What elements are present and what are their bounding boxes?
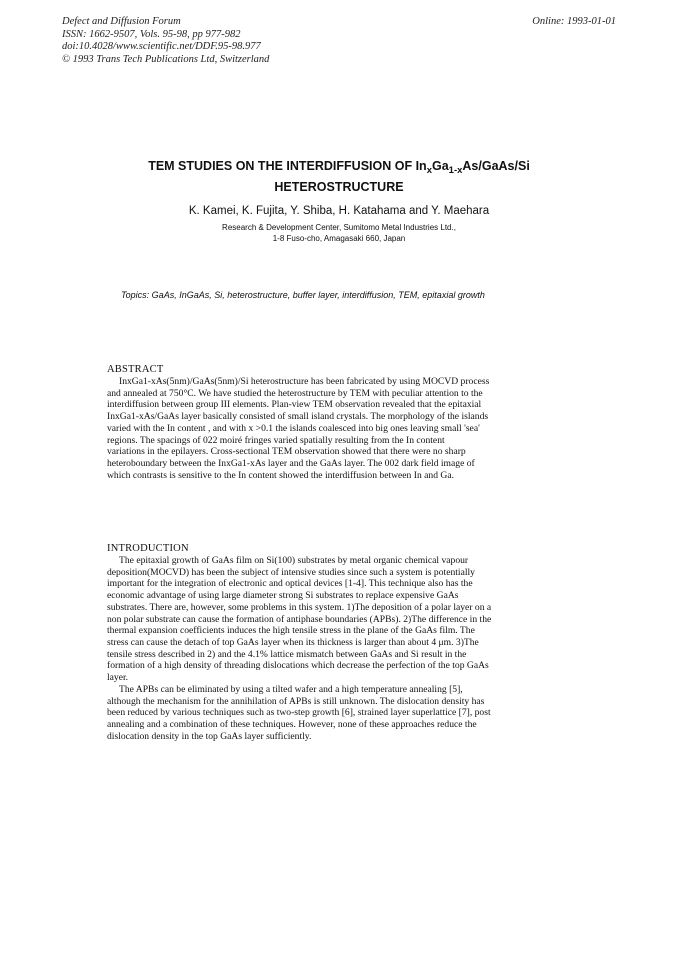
issn-line: ISSN: 1662-9507, Vols. 95-98, pp 977-982 (62, 28, 241, 40)
text-line: important for the integration of electronic and optical devices [1-4]. This technique also has the (107, 578, 473, 590)
text-line: interdiffusion between group III elements. Plan-view TEM observation revealed that the epitaxial (107, 399, 482, 411)
copyright-line: © 1993 Trans Tech Publications Ltd, Switzerland (62, 53, 270, 65)
text-line: been reduced by various techniques such as two-step growth [6], strained layer superlattice [7], post (107, 707, 491, 719)
introduction-heading: INTRODUCTION (107, 543, 189, 554)
doi-link[interactable]: doi:10.4028/www.scientific.net/DDF.95-98.977 (62, 41, 261, 52)
introduction-paragraph-2 (107, 684, 573, 743)
text-line: heteroboundary between the InxGa1-xAs layer and the GaAs layer. The 002 dark field image of (107, 457, 475, 469)
affiliation (70, 222, 608, 244)
text-line: dislocation density in the top GaAs layer sufficiently. (107, 730, 312, 742)
topics-keywords: Topics: GaAs, InGaAs, Si, heterostructure, buffer layer, interdiffusion, TEM, epitaxial growth (121, 290, 485, 300)
text-line: annealing and a combination of these techniques. However, none of these approaches reduce the (107, 719, 477, 731)
online-date: Online: 1993-01-01 (532, 16, 616, 27)
text-line: The epitaxial growth of GaAs film on Si(100) substrates by metal organic chemical vapour (119, 555, 469, 566)
text-line: thermal expansion coefficients induces the high tensile stress in the plane of the GaAs film. The (107, 625, 475, 637)
text-line: and annealed at 750°C. We have studied the heterostructure by TEM with peculiar attention to the (107, 387, 483, 399)
journal-name: Defect and Diffusion Forum (62, 16, 181, 27)
text-line: substrates. There are, however, some problems in this system. 1)The deposition of a polar layer on a (107, 601, 492, 613)
title-line-2: HETEROSTRUCTURE (274, 180, 404, 194)
abstract-body (107, 376, 573, 481)
text-line: InxGa1-xAs(5nm)/GaAs(5nm)/Si heterostructure has been fabricated by using MOCVD process (119, 376, 490, 387)
text-line: deposition(MOCVD) has been the subject of intensive studies since such a system is potentially (107, 566, 475, 578)
author-list: K. Kamei, K. Fujita, Y. Shiba, H. Katahama and Y. Maehara (188, 205, 490, 217)
title-line-1: TEM STUDIES ON THE INTERDIFFUSION OF $In_xGa_{1-x}As/GaAs/Si$ (148, 159, 530, 176)
text-line: although the mechanism for the annihilation of APBs is still unknown. The dislocation density has (107, 695, 485, 707)
affiliation-line-1: Research & Development Center, Sumitomo Metal Industries Ltd., (222, 223, 456, 232)
text-line: which contrasts is sensitive to the In content showed the interdiffusion between In and Ga. (107, 469, 454, 481)
introduction-paragraph-1 (107, 555, 573, 684)
text-line: non polar substrate can cause the formation of antiphase boundaries (APBs). 2)The difference in the (107, 613, 492, 625)
text-line: regions. The spacings of 022 moiré fringes varied spatially resulting from the In content (107, 434, 445, 446)
text-line: stress can cause the detach of top GaAs layer when its thickness is larger than about 4 μm. 3)The (107, 636, 479, 648)
text-line: The APBs can be eliminated by using a tilted wafer and a high temperature annealing [5], (119, 684, 463, 695)
text-line: formation of a high density of threading dislocations which decrease the perfection of the top GaAs (107, 660, 489, 672)
text-line: InxGa1-xAs/GaAs layer basically consisted of small island crystals. The morphology of the islands (107, 411, 489, 423)
affiliation-line-2: 1-8 Fuso-cho, Amagasaki 660, Japan (272, 234, 406, 243)
journal-header (62, 16, 269, 66)
text-line: tensile stress described in 2) and the 4.1% lattice mismatch between GaAs and Si result in the (107, 648, 467, 660)
text-line: layer. (107, 672, 129, 684)
paper-title (70, 158, 608, 196)
text-line: economic advantage of using large diameter strong Si substrates to replace expensive GaAs (107, 590, 459, 602)
text-line: variations in the epilayers. Cross-sectional TEM observation showed that there were no sharp (107, 446, 466, 458)
abstract-heading: ABSTRACT (107, 364, 164, 375)
text-line: varied with the In content , and with x >0.1 the islands coalesced into big ones leaving small 'sea' (107, 422, 480, 434)
